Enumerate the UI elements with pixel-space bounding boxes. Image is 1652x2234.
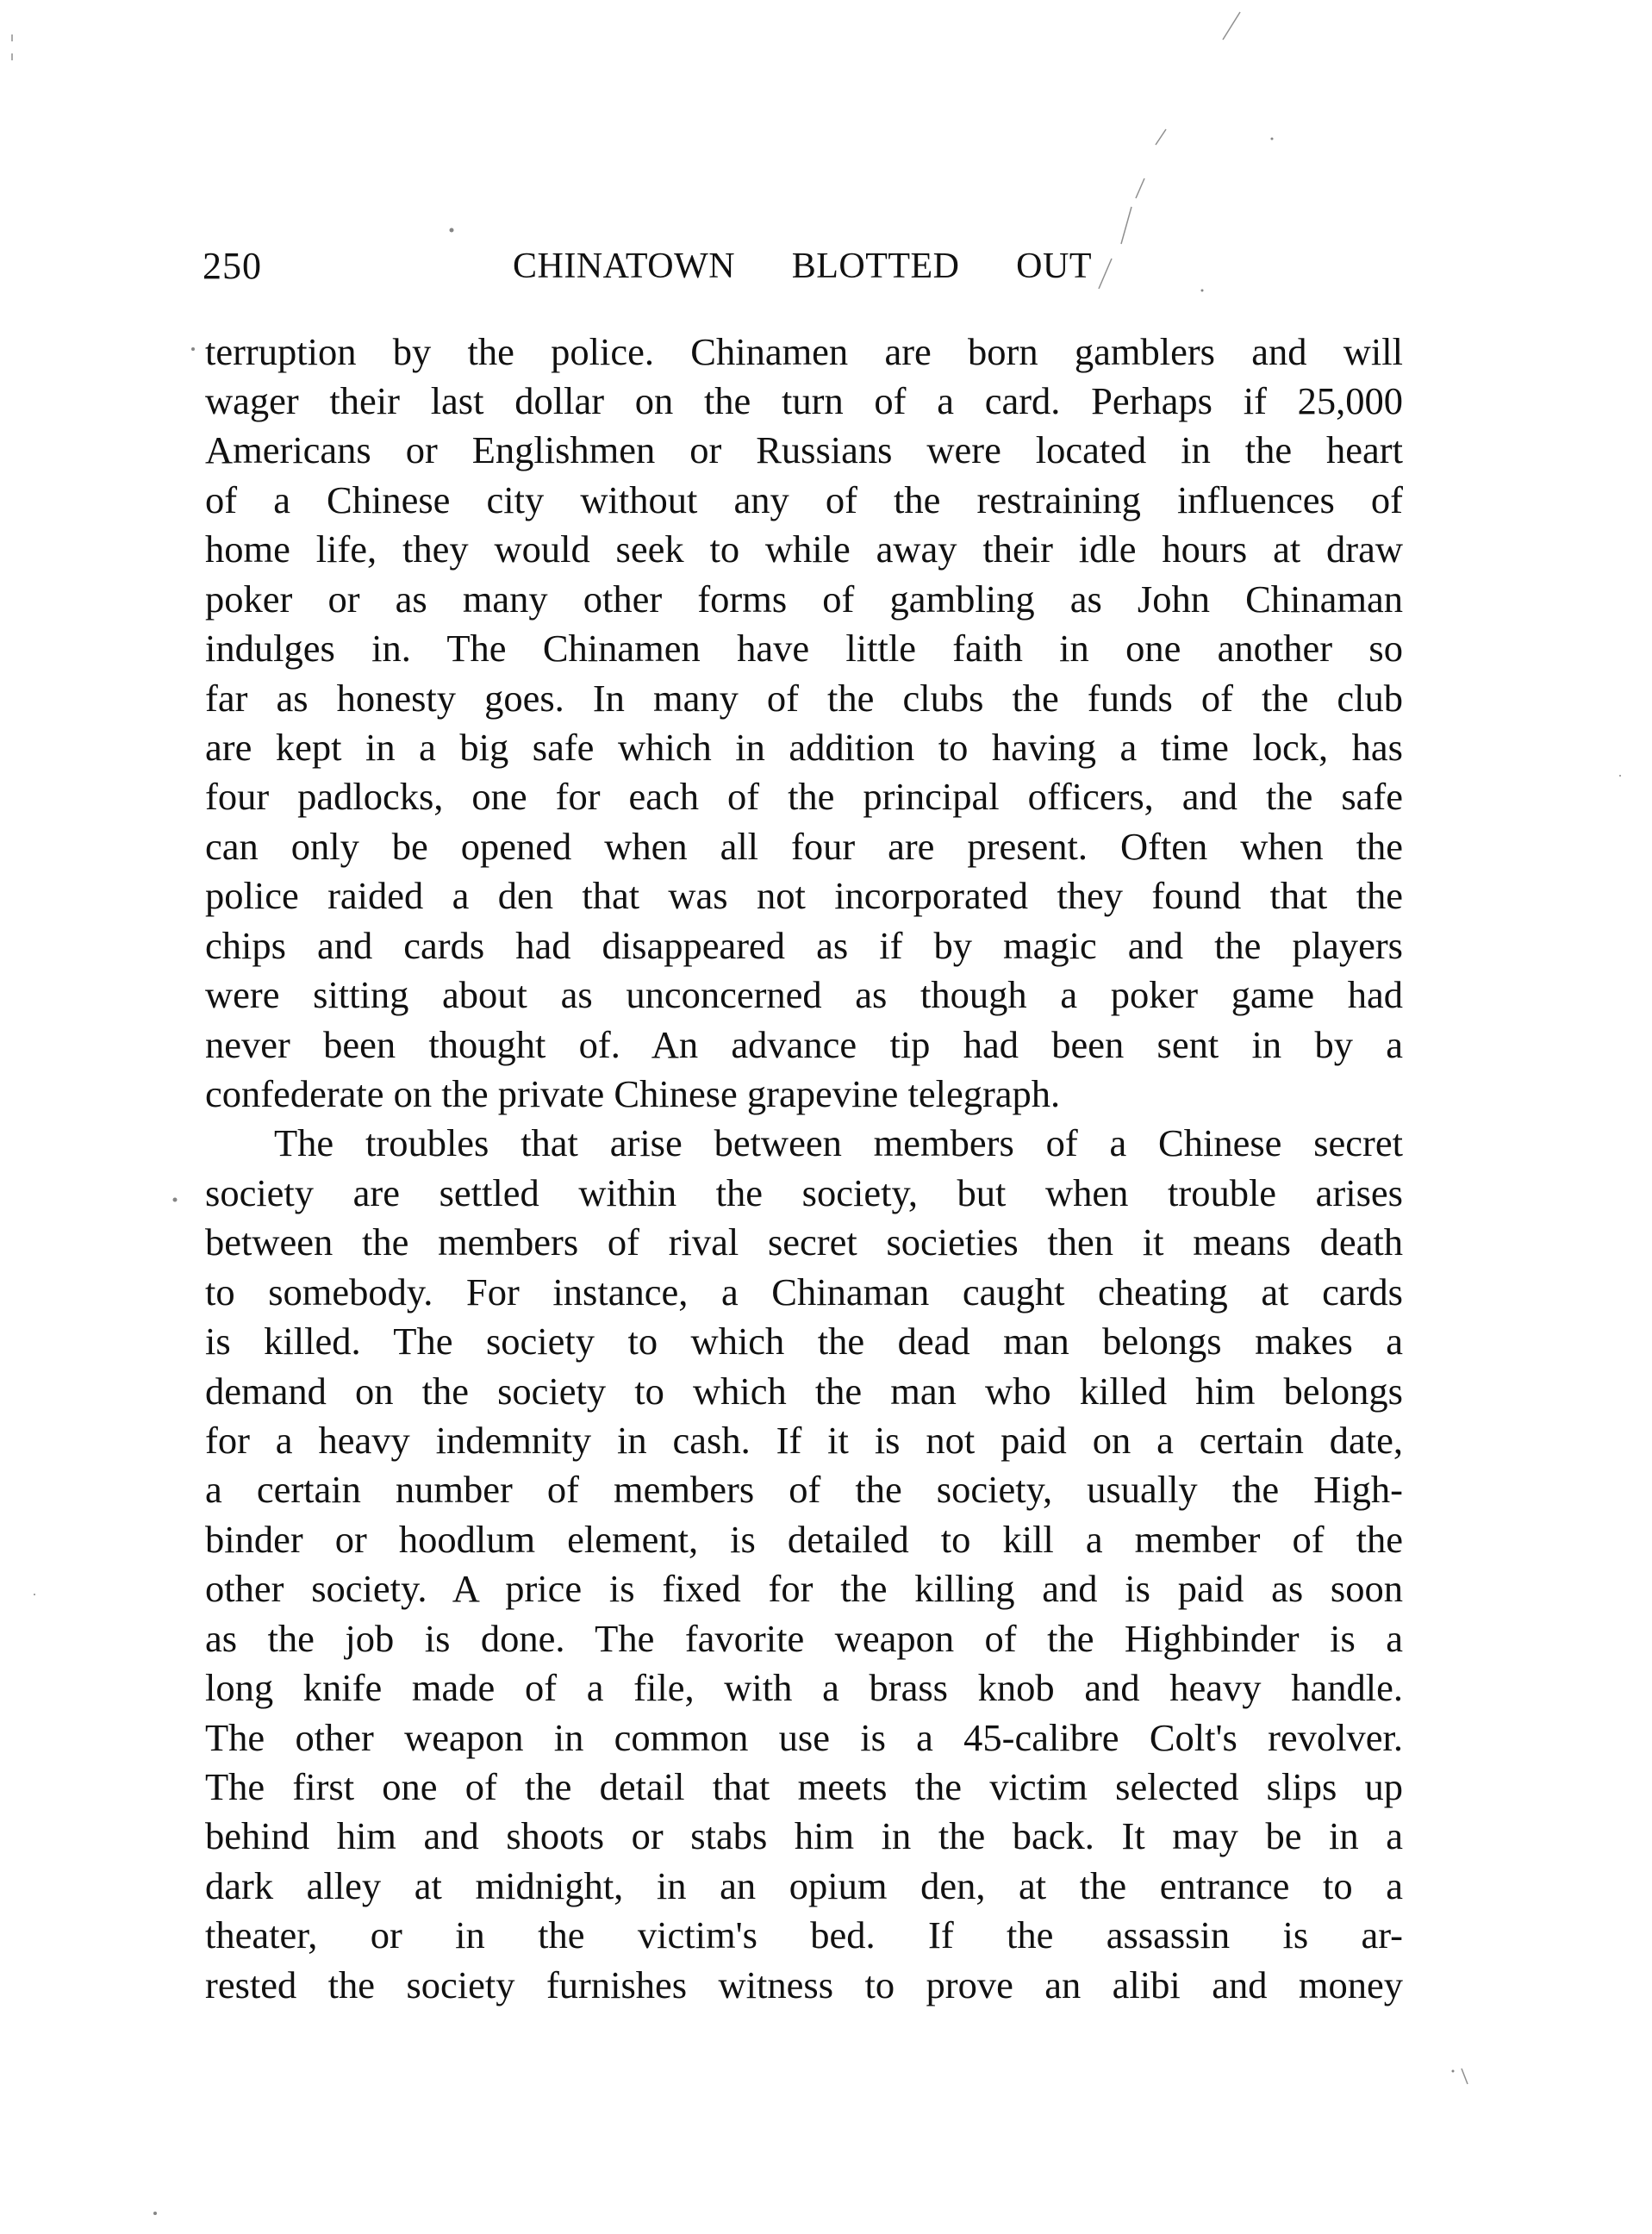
text-line: of a Chinese city without any of the restraining influences of — [205, 478, 1403, 521]
text-line: terruption by the police. Chinamen are born gamblers and will — [205, 330, 1403, 373]
page-number: 250 — [203, 245, 262, 287]
text-line: rested the society furnishes witness to prove an alibi and money — [205, 1963, 1403, 2006]
text-line: indulges in. The Chinamen have little faith in one another so — [205, 627, 1403, 670]
text-line: between the members of rival secret societies then it means death — [205, 1220, 1403, 1264]
text-line: far as honesty goes. In many of the clubs the funds of the club — [205, 677, 1403, 720]
text-line: police raided a den that was not incorporated they found that the — [205, 874, 1403, 917]
text-line: home life, they would seek to while away their idle hours at draw — [205, 527, 1403, 571]
text-line: is killed. The society to which the dead man belongs makes a — [205, 1320, 1403, 1363]
text-line: long knife made of a file, with a brass knob and heavy handle. — [205, 1666, 1403, 1709]
text-line: chips and cards had disappeared as if by magic and the players — [205, 924, 1403, 967]
text-line: The other weapon in common use is a 45-calibre Colt's revolver. — [205, 1716, 1403, 1759]
text-line: dark alley at midnight, in an opium den, at the entrance to a — [205, 1864, 1403, 1907]
text-line: as the job is done. The favorite weapon of the Highbinder is a — [205, 1617, 1403, 1660]
text-line: wager their last dollar on the turn of a card. Perhaps if 25,000 — [205, 379, 1403, 422]
running-title: CHINATOWN BLOTTED OUT — [513, 246, 1092, 286]
text-line: never been thought of. An advance tip had been sent in by a — [205, 1023, 1403, 1066]
text-line: poker or as many other forms of gambling as John Chinaman — [205, 577, 1403, 621]
text-line: for a heavy indemnity in cash. If it is not paid on a certain date, — [205, 1419, 1403, 1462]
text-line: demand on the society to which the man who killed him belongs — [205, 1370, 1403, 1413]
text-line: other society. A price is fixed for the killing and is paid as soon — [205, 1567, 1403, 1610]
text-line: four padlocks, one for each of the principal officers, and the safe — [205, 775, 1403, 818]
text-line: to somebody. For instance, a Chinaman caught cheating at cards — [205, 1270, 1403, 1314]
text-line: The first one of the detail that meets the victim selected slips up — [205, 1765, 1403, 1808]
text-line: society are settled within the society, but when trouble arises — [205, 1171, 1403, 1214]
text-line: binder or hoodlum element, is detailed to kill a member of the — [205, 1518, 1403, 1561]
text-line: can only be opened when all four are present. Often when the — [205, 825, 1403, 868]
text-line: Americans or Englishmen or Russians were located in the heart — [205, 428, 1403, 471]
text-line: were sitting about as unconcerned as though a poker game had — [205, 973, 1403, 1016]
text-line: are kept in a big safe which in addition to having a time lock, has — [205, 726, 1403, 769]
text-line: a certain number of members of the society, usually the High- — [205, 1468, 1403, 1511]
text-line: theater, or in the victim's bed. If the assassin is ar- — [205, 1913, 1403, 1956]
text-line: The troubles that arise between members of a Chinese secret — [274, 1121, 1403, 1164]
text-line: behind him and shoots or stabs him in the back. It may be in a — [205, 1814, 1403, 1857]
text-line: confederate on the private Chinese grapevine telegraph. — [205, 1072, 1061, 1115]
